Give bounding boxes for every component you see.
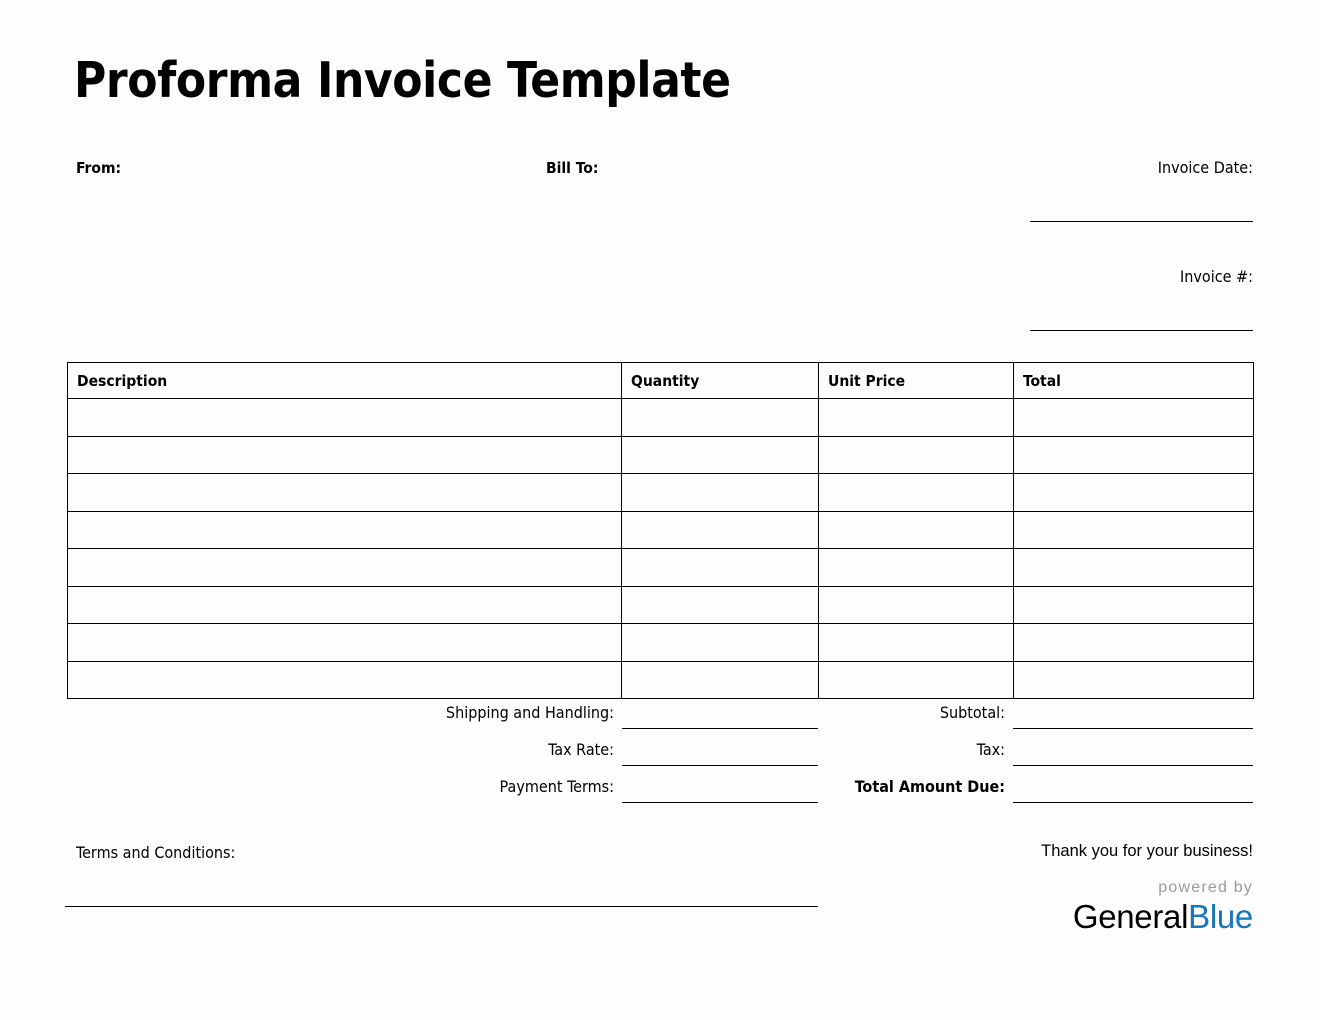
column-header-unit-price: Unit Price	[819, 363, 1014, 399]
cell-description[interactable]	[68, 586, 622, 624]
cell-unit-price[interactable]	[819, 586, 1014, 624]
total-amount-due-label: Total Amount Due:	[854, 777, 1005, 796]
shipping-and-handling-label: Shipping and Handling:	[445, 703, 614, 722]
table-row	[68, 399, 1254, 437]
cell-unit-price[interactable]	[819, 549, 1014, 587]
cell-unit-price[interactable]	[819, 511, 1014, 549]
brand-name-general: General	[1072, 898, 1189, 935]
cell-description[interactable]	[68, 474, 622, 512]
shipping-and-handling-field[interactable]	[622, 728, 818, 729]
cell-total[interactable]	[1014, 436, 1254, 474]
cell-description[interactable]	[68, 436, 622, 474]
cell-total[interactable]	[1014, 399, 1254, 437]
cell-unit-price[interactable]	[819, 474, 1014, 512]
cell-description[interactable]	[68, 549, 622, 587]
cell-total[interactable]	[1014, 549, 1254, 587]
invoice-date-label: Invoice Date:	[1157, 158, 1253, 177]
table-row	[68, 586, 1254, 624]
terms-and-conditions-field[interactable]	[65, 906, 818, 907]
tax-label: Tax:	[976, 740, 1005, 759]
cell-unit-price[interactable]	[819, 661, 1014, 699]
cell-unit-price[interactable]	[819, 399, 1014, 437]
cell-quantity[interactable]	[622, 586, 819, 624]
cell-description[interactable]	[68, 661, 622, 699]
column-header-total: Total	[1014, 363, 1254, 399]
column-header-quantity: Quantity	[622, 363, 819, 399]
table-row	[68, 511, 1254, 549]
cell-quantity[interactable]	[622, 399, 819, 437]
cell-quantity[interactable]	[622, 661, 819, 699]
cell-description[interactable]	[68, 399, 622, 437]
column-header-description: Description	[68, 363, 622, 399]
brand-name-blue: Blue	[1188, 898, 1253, 935]
cell-total[interactable]	[1014, 474, 1254, 512]
terms-and-conditions-label: Terms and Conditions:	[76, 843, 236, 862]
powered-by-label: powered by	[1158, 879, 1253, 896]
cell-total[interactable]	[1014, 624, 1254, 662]
table-body	[68, 399, 1254, 699]
table-row	[68, 474, 1254, 512]
table-row	[68, 624, 1254, 662]
tax-field[interactable]	[1013, 765, 1253, 766]
thank-you-message: Thank you for your business!	[1041, 842, 1253, 860]
total-amount-due-field[interactable]	[1013, 802, 1253, 803]
cell-quantity[interactable]	[622, 511, 819, 549]
cell-quantity[interactable]	[622, 549, 819, 587]
table-row	[68, 661, 1254, 699]
line-items-table	[67, 362, 1254, 699]
cell-unit-price[interactable]	[819, 624, 1014, 662]
payment-terms-field[interactable]	[622, 802, 818, 803]
subtotal-field[interactable]	[1013, 728, 1253, 729]
subtotal-label: Subtotal:	[939, 703, 1005, 722]
cell-unit-price[interactable]	[819, 436, 1014, 474]
table-row	[68, 436, 1254, 474]
cell-quantity[interactable]	[622, 436, 819, 474]
cell-total[interactable]	[1014, 661, 1254, 699]
cell-total[interactable]	[1014, 511, 1254, 549]
table-row	[68, 549, 1254, 587]
generalblue-logo	[953, 880, 1253, 933]
cell-description[interactable]	[68, 511, 622, 549]
cell-quantity[interactable]	[622, 474, 819, 512]
invoice-date-field[interactable]	[1030, 221, 1253, 222]
tax-rate-field[interactable]	[622, 765, 818, 766]
cell-description[interactable]	[68, 624, 622, 662]
from-label: From:	[76, 159, 122, 177]
cell-total[interactable]	[1014, 586, 1254, 624]
tax-rate-label: Tax Rate:	[548, 740, 614, 759]
cell-quantity[interactable]	[622, 624, 819, 662]
table-header-row	[68, 363, 1254, 399]
payment-terms-label: Payment Terms:	[499, 777, 614, 796]
invoice-number-field[interactable]	[1030, 330, 1253, 331]
page-title: Proforma Invoice Template	[74, 52, 731, 109]
bill-to-label: Bill To:	[546, 159, 599, 177]
invoice-number-label: Invoice #:	[1180, 267, 1253, 286]
